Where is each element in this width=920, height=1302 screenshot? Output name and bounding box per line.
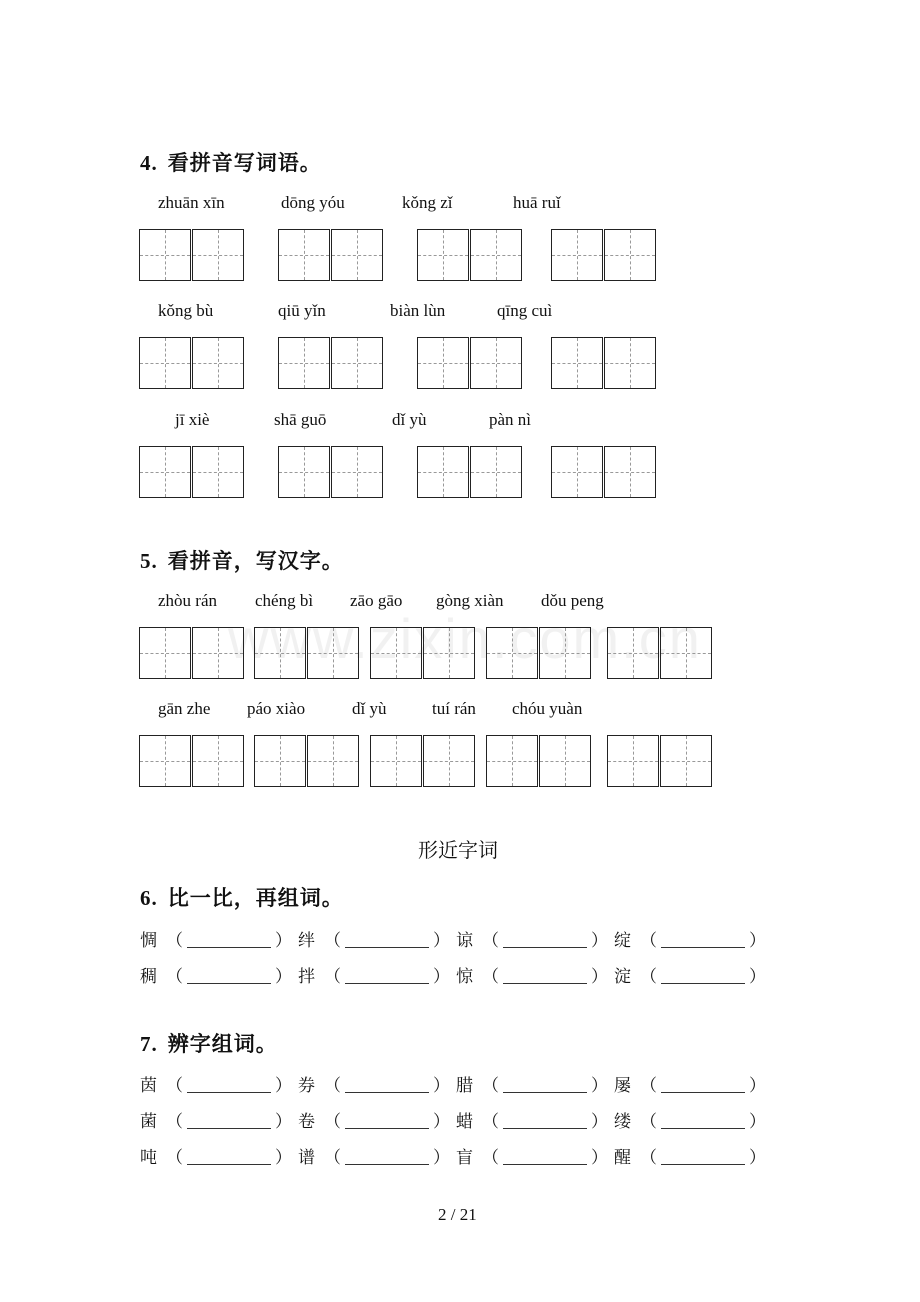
pinyin: shā guō: [274, 410, 327, 429]
writing-box[interactable]: [551, 229, 657, 282]
pinyin: qīng cuì: [497, 301, 553, 320]
pinyin: dōng yóu: [281, 193, 345, 212]
char: 惆: [140, 931, 157, 951]
writing-box[interactable]: [278, 229, 384, 282]
char: 惊: [456, 967, 473, 987]
answer-blank[interactable]: [187, 1114, 271, 1129]
writing-box[interactable]: [370, 627, 476, 680]
writing-box[interactable]: [254, 627, 360, 680]
writing-box[interactable]: [607, 735, 713, 788]
pinyin: jī xiè: [175, 410, 210, 429]
compare-item[interactable]: 绽 （ ）: [614, 926, 766, 951]
char: 券: [298, 1076, 315, 1096]
answer-blank[interactable]: [187, 1150, 271, 1165]
char: 茵: [140, 1076, 157, 1096]
section-4-heading: [140, 147, 322, 177]
pinyin: chéng bì: [255, 591, 314, 610]
distinguish-item[interactable]: 卷 （ ）: [298, 1107, 450, 1132]
section-6-title: 比一比，再组词。: [167, 885, 344, 910]
pinyin: páo xiào: [247, 699, 306, 718]
section-4-number: 4.: [140, 151, 158, 175]
distinguish-item[interactable]: 谱 （ ）: [298, 1143, 450, 1168]
pinyin: tuí rán: [432, 699, 476, 718]
answer-blank[interactable]: [345, 1078, 429, 1093]
answer-blank[interactable]: [345, 969, 429, 984]
section-5-number: 5.: [140, 549, 158, 573]
section-7-number: 7.: [140, 1032, 158, 1056]
pinyin: pàn nì: [489, 410, 532, 429]
writing-box[interactable]: [278, 446, 384, 499]
pinyin: gòng xiàn: [436, 591, 504, 610]
writing-box[interactable]: [139, 229, 245, 282]
pinyin: zhuān xīn: [158, 193, 225, 212]
char: 菌: [140, 1112, 157, 1132]
compare-item[interactable]: 绊 （ ）: [298, 926, 450, 951]
writing-box[interactable]: [486, 735, 592, 788]
char: 吨: [140, 1148, 157, 1168]
answer-blank[interactable]: [345, 933, 429, 948]
writing-box[interactable]: [551, 337, 657, 390]
writing-box[interactable]: [551, 446, 657, 499]
pinyin: chóu yuàn: [512, 699, 583, 718]
compare-item[interactable]: 淀 （ ）: [614, 962, 766, 987]
char: 绊: [298, 931, 315, 951]
char: 屡: [614, 1076, 631, 1096]
pinyin: dǒu peng: [541, 591, 604, 610]
writing-box[interactable]: [139, 627, 245, 680]
writing-box[interactable]: [254, 735, 360, 788]
answer-blank[interactable]: [503, 1150, 587, 1165]
writing-box[interactable]: [417, 446, 523, 499]
writing-box[interactable]: [139, 735, 245, 788]
answer-blank[interactable]: [345, 1150, 429, 1165]
answer-blank[interactable]: [503, 969, 587, 984]
answer-blank[interactable]: [503, 933, 587, 948]
answer-blank[interactable]: [661, 1150, 745, 1165]
writing-box[interactable]: [139, 446, 245, 499]
answer-blank[interactable]: [661, 933, 745, 948]
writing-box[interactable]: [417, 229, 523, 282]
page-number: 2 / 21: [438, 1205, 477, 1224]
char: 谱: [298, 1148, 315, 1168]
compare-item[interactable]: 谅 （ ）: [456, 926, 608, 951]
answer-blank[interactable]: [187, 1078, 271, 1093]
pinyin: gān zhe: [158, 699, 211, 718]
watermark: www.zixin.com.cn: [228, 607, 702, 670]
section-4-title: 看拼音写词语。: [167, 150, 322, 175]
pinyin: zāo gāo: [350, 591, 403, 610]
char: 缕: [614, 1112, 631, 1132]
char: 蜡: [456, 1112, 473, 1132]
answer-blank[interactable]: [661, 1078, 745, 1093]
distinguish-item[interactable]: 茵 （ ）: [140, 1071, 292, 1096]
char: 淀: [614, 967, 631, 987]
compare-item[interactable]: 惆 （ ）: [140, 926, 292, 951]
answer-blank[interactable]: [503, 1078, 587, 1093]
char: 卷: [298, 1112, 315, 1132]
answer-blank[interactable]: [661, 969, 745, 984]
answer-blank[interactable]: [503, 1114, 587, 1129]
char: 腊: [456, 1076, 473, 1096]
compare-item[interactable]: 惊 （ ）: [456, 962, 608, 987]
distinguish-item[interactable]: 腊 （ ）: [456, 1071, 608, 1096]
pinyin: biàn lùn: [390, 301, 446, 320]
section-6-heading: [140, 882, 344, 912]
char: 醒: [614, 1148, 631, 1168]
char: 拌: [298, 967, 315, 987]
answer-blank[interactable]: [661, 1114, 745, 1129]
compare-item[interactable]: 拌 （ ）: [298, 962, 450, 987]
writing-box[interactable]: [417, 337, 523, 390]
section-6-number: 6.: [140, 886, 158, 910]
char: 谅: [456, 931, 473, 951]
char: 盲: [456, 1148, 473, 1168]
answer-blank[interactable]: [187, 933, 271, 948]
answer-blank[interactable]: [345, 1114, 429, 1129]
pinyin: qiū yǐn: [278, 301, 326, 320]
writing-box[interactable]: [370, 735, 476, 788]
pinyin: dǐ yù: [352, 699, 387, 718]
pinyin: kǒng bù: [158, 301, 214, 320]
writing-box[interactable]: [139, 337, 245, 390]
distinguish-item[interactable]: 吨 （ ）: [140, 1143, 292, 1168]
section-5-heading: [140, 545, 344, 575]
distinguish-item[interactable]: 蜡 （ ）: [456, 1107, 608, 1132]
section-5-title: 看拼音，写汉字。: [167, 548, 344, 573]
writing-box[interactable]: [278, 337, 384, 390]
distinguish-item[interactable]: 屡 （ ）: [614, 1071, 766, 1096]
writing-box[interactable]: [607, 627, 713, 680]
distinguish-item[interactable]: 券 （ ）: [298, 1071, 450, 1096]
pinyin: huā ruǐ: [513, 193, 561, 212]
char: 稠: [140, 967, 157, 987]
pinyin: dǐ yù: [392, 410, 427, 429]
char: 绽: [614, 931, 631, 951]
distinguish-item[interactable]: 缕 （ ）: [614, 1107, 766, 1132]
writing-box[interactable]: [486, 627, 592, 680]
group-title: 形近字词: [418, 838, 498, 862]
compare-item[interactable]: 稠 （ ）: [140, 962, 292, 987]
answer-blank[interactable]: [187, 969, 271, 984]
section-7-title: 辨字组词。: [167, 1031, 278, 1056]
pinyin: kǒng zǐ: [402, 193, 453, 212]
pinyin: zhòu rán: [158, 591, 218, 610]
section-7-heading: [140, 1028, 278, 1058]
distinguish-item[interactable]: 盲 （ ）: [456, 1143, 608, 1168]
distinguish-item[interactable]: 醒 （ ）: [614, 1143, 766, 1168]
distinguish-item[interactable]: 菌 （ ）: [140, 1107, 292, 1132]
